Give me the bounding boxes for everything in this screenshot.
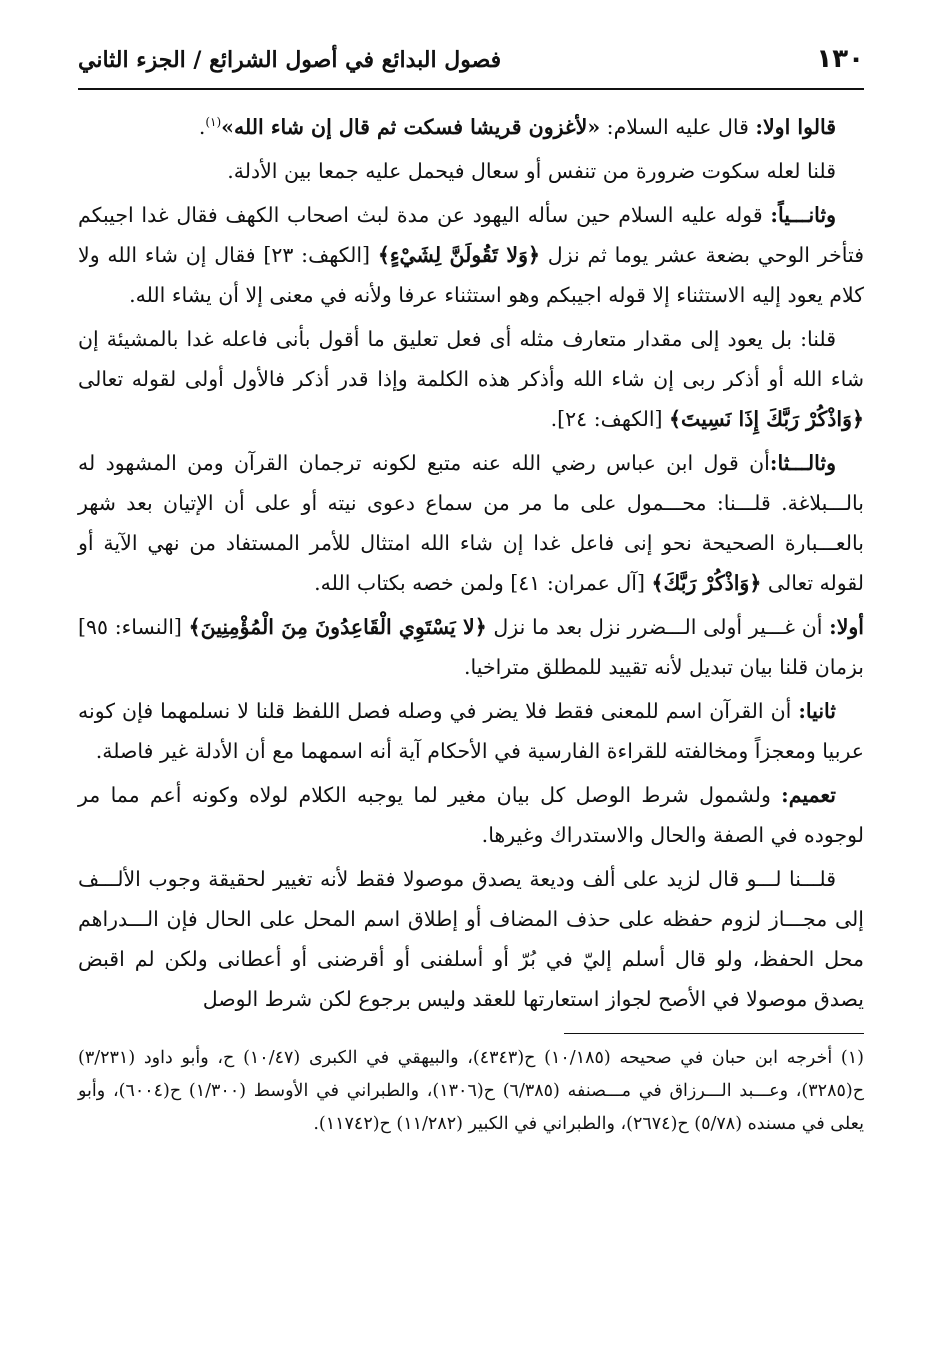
paragraph-8 <box>78 775 864 855</box>
hadith-quote: «لأغزون قريشا فسكت ثم قال إن شاء الله» <box>221 114 601 139</box>
footnote-divider <box>564 1033 864 1034</box>
quran-verse: ﴿وَاذْكُرْ رَبَّكَ﴾ <box>651 570 762 595</box>
quran-verse: ﴿وَلا تَقُولَنَّ لِشَيْءٍ﴾ <box>377 242 541 267</box>
paragraph-text: قوله عليه السلام حين سأله اليهود عن مدة لبث اصحاب الكهف فقال غدا اجيبكم فتأخر الوحي بضعة عشر يوما ثم نزل <box>78 202 864 267</box>
paragraph-3 <box>78 195 864 315</box>
book-title: فصول البدائع في أصول الشرائع / الجزء الثاني <box>78 47 502 73</box>
paragraph-text: قال عليه السلام: <box>600 114 756 139</box>
paragraph-1 <box>78 102 864 147</box>
paragraph-text: [الكهف: ٢٤]. <box>550 406 670 431</box>
page <box>78 44 864 1141</box>
running-header <box>78 44 864 90</box>
paragraph-9 <box>78 859 864 1019</box>
paragraph-text: أن القرآن اسم للمعنى فقط فلا يضر في وصله فصل اللفظ قلنا لا نسلمهما فإن كونه عربيا ومعجزاً ومخالفته للقراءة الفارسية في الأحكام آية أنه اسمهما مع أن الأدلة غير فاصلة. <box>78 698 864 763</box>
quran-verse: ﴿وَاذْكُرْ رَبَّكَ إِذَا نَسِيتَ﴾ <box>669 406 864 431</box>
paragraph-lead: وثانـــياً: <box>770 202 836 227</box>
footnote-ref: (١) <box>205 115 222 129</box>
footnotes <box>78 1042 864 1141</box>
quran-verse: ﴿لا يَسْتَوِي الْقَاعِدُونَ مِنَ الْمُؤْمِنِينَ﴾ <box>188 614 487 639</box>
paragraph-2 <box>78 151 864 191</box>
paragraph-6 <box>78 607 864 687</box>
paragraph-text: أن قول ابن عباس رضي الله عنه متبع لكونه ترجمان القرآن ومن المشهود له بالـــبلاغة. قلـــنا: محـــمول على ما مر من سماع دعوى نيته أو على أن الإتيان بعد شهر بالعـــبارة الصحيحة نحو إنى فاعل غدا إن شاء الله امتثال للأمر المستفاد من نهي الآية أو لقوله تعالى <box>78 450 864 595</box>
paragraph-text: [الكهف: ٢٣] فقال إن شاء الله ولا كلام يعود إليه الاستثناء إلا قوله اجيبكم وهو استثناء عرفا ولأنه في معنى إلا أن يشاء الله. <box>78 242 864 307</box>
body-text <box>78 102 864 1019</box>
paragraph-lead: ثانيا: <box>798 698 836 723</box>
paragraph-4 <box>78 319 864 439</box>
paragraph-text: [آل عمران: ٤١] ولمن خصه بكتاب الله. <box>314 570 652 595</box>
paragraph-text: [النساء: ٩٥] بزمان قلنا بيان تبديل لأنه تقييد للمطلق متراخيا. <box>78 614 864 679</box>
page-number: ١٣٠ <box>816 44 864 74</box>
paragraph-lead: تعميم: <box>781 782 836 807</box>
paragraph-text: قلنا لعله سكوت ضرورة من تنفس أو سعال فيحمل عليه جمعا بين الأدلة. <box>227 158 836 183</box>
paragraph-7 <box>78 691 864 771</box>
paragraph-text: . <box>198 114 206 139</box>
paragraph-5 <box>78 443 864 603</box>
paragraph-text: أن غـــير أولى الـــضرر نزل بعد ما نزل <box>486 614 830 639</box>
paragraph-text: قلـــنا لـــو قال لزيد على ألف وديعة يصدق موصولا فقط لأنه تغيير لحقيقة وجوب الألـــف إلى مجـــاز لزوم حفظه على حذف المضاف أو إطلاق اسم المحل على الحال فإن الـــدراهم محل الحفظ، ولو قال أسلم إليّ في بُرّ أو أسلفنى أو أقرضنى أو أعطانى ولكن لم اقبض يصدق موصولا في الأصح لجواز استعارتها للعقد وليس برجوع لكن شرط الوصل <box>78 866 864 1011</box>
footnote-1: (١) أخرجه ابن حبان في صحيحه (١٠/١٨٥) ح(٤٣٤٣)، والبيهقي في الكبرى (١٠/٤٧) ح، وأبو داود (٣/٢٣١) ح(٣٢٨٥)، وعـــبد الـــرزاق في مـــصنفه (٦/٣٨٥) ح(١٣٠٦)، والطبراني في الأوسط (١/٣٠٠) ح(٦٠٠٤)، وأبو يعلى في مسنده (٥/٧٨) ح(٢٦٧٤)، والطبراني في الكبير (١١/٢٨٢) ح(١١٧٤٢). <box>78 1047 864 1134</box>
paragraph-lead: قالوا اولا: <box>755 114 836 139</box>
paragraph-text: ولشمول شرط الوصل كل بيان مغير لما يوجبه الكلام لولاه وكونه أعم مما مر لوجوده في الصفة والحال والاستدراك وغيرها. <box>78 782 864 847</box>
paragraph-lead: وثالـــثا: <box>769 450 836 475</box>
paragraph-text: قلنا: بل يعود إلى مقدار متعارف مثله أى فعل تعليق ما أقول بأنى فاعله غدا بالمشيئة إن شاء الله أو أذكر ربى إن شاء الله وأذكر هذه الكلمة وإذا قدر أذكر فالأول أولى لقوله تعالى <box>78 326 864 391</box>
paragraph-lead: أولا: <box>829 614 864 639</box>
